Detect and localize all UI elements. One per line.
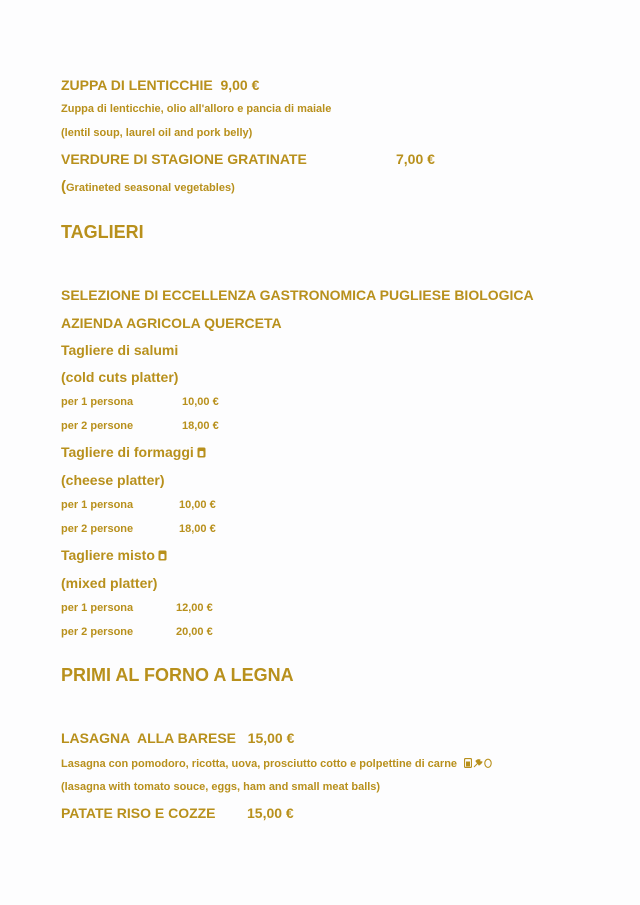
platter-title-en: (mixed platter)	[61, 575, 158, 591]
platter-name: Tagliere misto	[61, 547, 155, 563]
item-description-it	[61, 758, 492, 770]
item-description-it: Zuppa di lenticchie, olio all'alloro e pancia di maiale	[61, 103, 332, 115]
item-price: 15,00 €	[247, 805, 294, 821]
portion-label: per 2 persone	[61, 420, 134, 432]
item-description-text: Lasagna con pomodoro, ricotta, uova, prosciutto cotto e polpettine di carne	[61, 758, 458, 770]
platter-title-en: (cold cuts platter)	[61, 369, 179, 385]
item-title-patate-riso-cozze: PATATE RISO E COZZE	[61, 805, 216, 821]
portion-price: 18,00 €	[182, 420, 219, 432]
portion-price: 20,00 €	[176, 626, 213, 638]
section-title-taglieri: TAGLIERI	[61, 222, 144, 242]
portion-price: 10,00 €	[179, 499, 216, 511]
section-title-primi: PRIMI AL FORNO A LEGNA	[61, 665, 294, 685]
wheat-icon	[473, 758, 483, 768]
selection-heading: SELEZIONE DI ECCELLENZA GASTRONOMICA PUGLIESE BIOLOGICA	[61, 287, 534, 303]
portion-label: per 1 persona	[61, 499, 134, 511]
portion-price: 10,00 €	[182, 396, 219, 408]
item-description-en	[61, 179, 235, 194]
item-title-zuppa: ZUPPA DI LENTICCHIE 9,00 €	[61, 77, 260, 93]
egg-icon	[484, 758, 492, 768]
platter-title-misto	[61, 548, 167, 562]
portion-label: per 2 persone	[61, 626, 134, 638]
platter-title-formaggi	[61, 445, 206, 459]
platter-title-salumi: Tagliere di salumi	[61, 342, 179, 358]
item-description-en: (lentil soup, laurel oil and pork belly)	[61, 127, 253, 139]
open-paren: (	[61, 178, 66, 195]
portion-label: per 2 persone	[61, 523, 134, 535]
portion-price: 18,00 €	[179, 523, 216, 535]
farm-heading: AZIENDA AGRICOLA QUERCETA	[61, 315, 282, 331]
milk-glass-icon	[464, 758, 472, 768]
item-price-verdure: 7,00 €	[396, 151, 435, 167]
item-title-verdure: VERDURE DI STAGIONE GRATINATE	[61, 151, 307, 167]
milk-glass-icon	[158, 550, 167, 561]
portion-label: per 1 persona	[61, 602, 134, 614]
portion-price: 12,00 €	[176, 602, 213, 614]
milk-glass-icon	[197, 447, 206, 458]
item-title-lasagna: LASAGNA ALLA BARESE 15,00 €	[61, 730, 295, 746]
item-description-en: (lasagna with tomato souce, eggs, ham and small meat balls)	[61, 781, 381, 793]
platter-name: Tagliere di formaggi	[61, 444, 194, 460]
portion-label: per 1 persona	[61, 396, 134, 408]
item-description-text: Gratineted seasonal vegetables)	[66, 182, 235, 194]
platter-title-en: (cheese platter)	[61, 472, 165, 488]
